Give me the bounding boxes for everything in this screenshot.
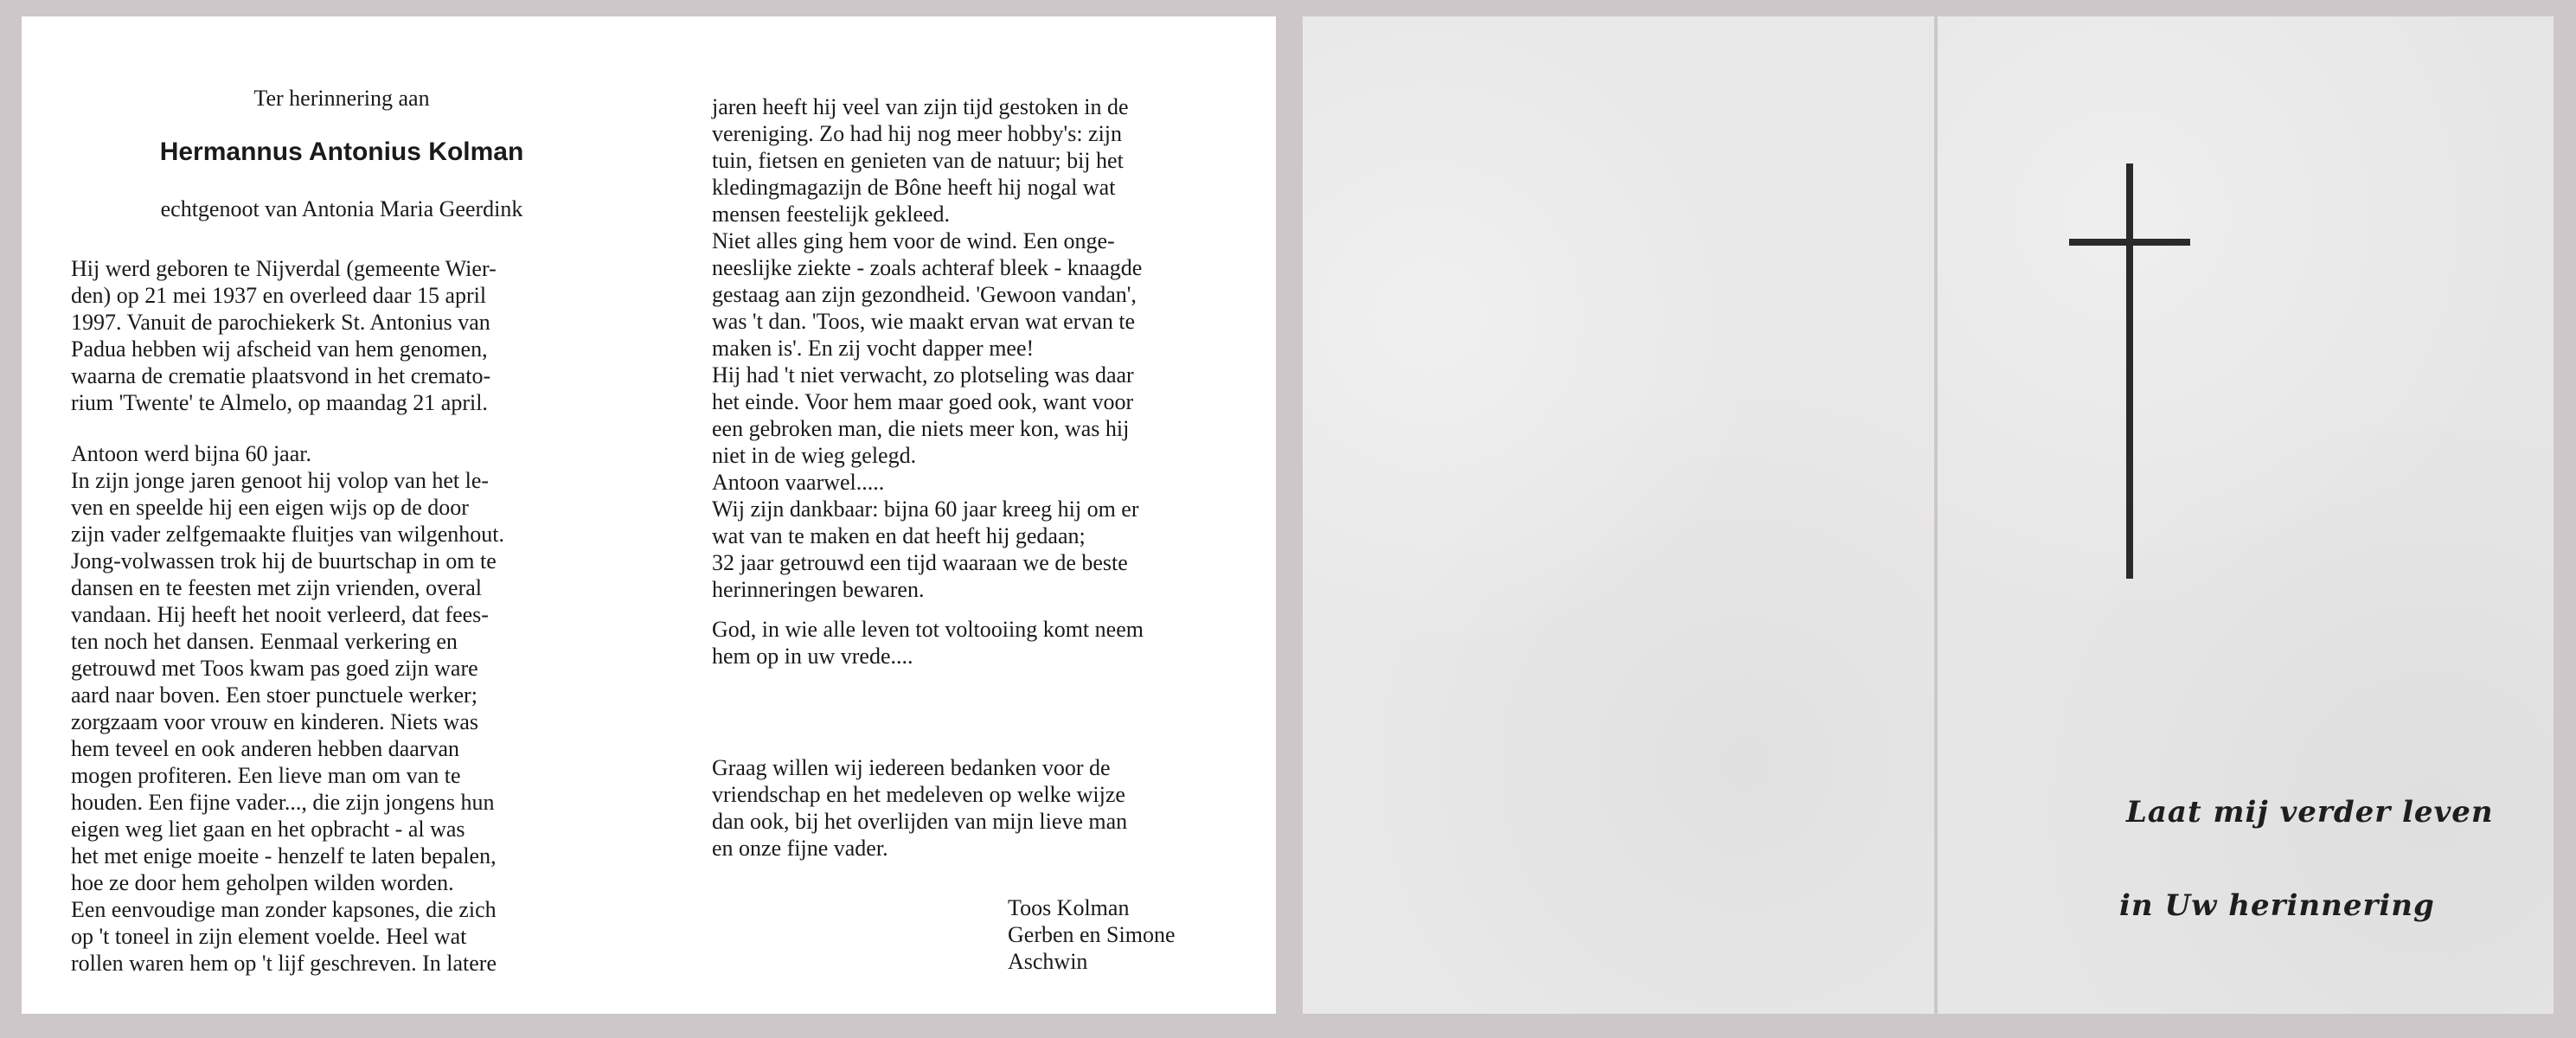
outer-card-front [1938, 16, 2554, 1014]
cross-horizontal-bar [2069, 239, 2190, 246]
memory-line-1: Laat mij verder leven [2126, 795, 2494, 830]
cross-icon [2069, 146, 2190, 579]
person-name: Hermannus Antonius Kolman [159, 138, 524, 166]
prayer-paragraph: God, in wie alle leven tot voltooiing komt neem hem op in uw vrede.... [712, 617, 1144, 669]
life-story-continued-paragraph: jaren heeft hij veel van zijn tijd gestoken in de vereniging. Zo had hij nog meer hobby's: zijn tuin, fietsen en genieten van de natuur; bij het kledingmagazijn de Bône heeft hij nogal wat mensen feestelijk gekleed. Niet alles ging hem voor de wind. Een onge- neeslijke ziekte - zoals achteraf bleek - knaagde gestaag aan zijn gezondheid. 'Gewoon vandan', was 't dan. 'Toos, wie maakt ervan wat ervan te maken is'. En zij vocht dapper mee! Hij had 't niet verwacht, zo plotseling was daar het einde. Voor hem maar goed ook, want voor een gebroken man, die niets meer kon, was hij niet in de wieg gelegd. Antoon vaarwel..... Wij zijn dankbaar: bijna 60 jaar kreeg hij om er wat van te maken en dat heeft hij gedaan; 32 jaar getrouwd een tijd waaraan we de beste herinneringen bewaren. [712, 94, 1143, 602]
family-signature: Toos Kolman Gerben en Simone Aschwin [1008, 895, 1176, 974]
memory-line-2: in Uw herinnering [2119, 888, 2435, 923]
inner-card [22, 16, 1276, 1014]
birth-death-paragraph: Hij werd geboren te Nijverdal (gemeente Wier- den) op 21 mei 1937 en overleed daar 15 april 1997. Vanuit de parochiekerk St. Antonius van Padua hebben wij afscheid van hem genomen, waarna de crematie plaatsvond in het cremato- rium 'Twente' te Almelo, op maandag 21 april. [71, 256, 497, 415]
life-story-paragraph: Antoon werd bijna 60 jaar. In zijn jonge jaren genoot hij volop van het le- ven en speelde hij een eigen wijs op de door zijn vader zelfgemaakte fluitjes van wilgenhout. Jong-volwassen trok hij de buurtschap in om te dansen en te feesten met zijn vrienden, overal vandaan. Hij heeft het nooit verleerd, dat fees- ten noch het dansen. Eenmaal verkering en getrouwd met Toos kwam pas goed zijn ware aard naar boven. Een stoer punctuele werker; zorgzaam voor vrouw en kinderen. Niets was hem teveel en ook anderen hebben daarvan mogen profiteren. Een lieve man om van te houden. Een fijne vader..., die zijn jongens hun eigen weg liet gaan en het opbracht - al was het met enige moeite - henzelf te laten bepalen, hoe ze door hem geholpen wilden worden. Een eenvoudige man zonder kapsones, die zich op 't toneel in zijn element voelde. Heel wat rollen waren hem op 't lijf geschreven. In latere [71, 441, 505, 976]
spouse-line: echtgenoot van Antonia Maria Geerdink [160, 196, 523, 221]
cross-vertical-bar [2126, 163, 2133, 579]
thanks-paragraph: Graag willen wij iedereen bedanken voor de vriendschap en het medeleven op welke wijze dan ook, bij het overlijden van mijn lieve man en onze fijne vader. [712, 755, 1128, 861]
heading-intro: Ter herinnering aan [253, 86, 430, 111]
outer-card-back [1303, 16, 1934, 1014]
